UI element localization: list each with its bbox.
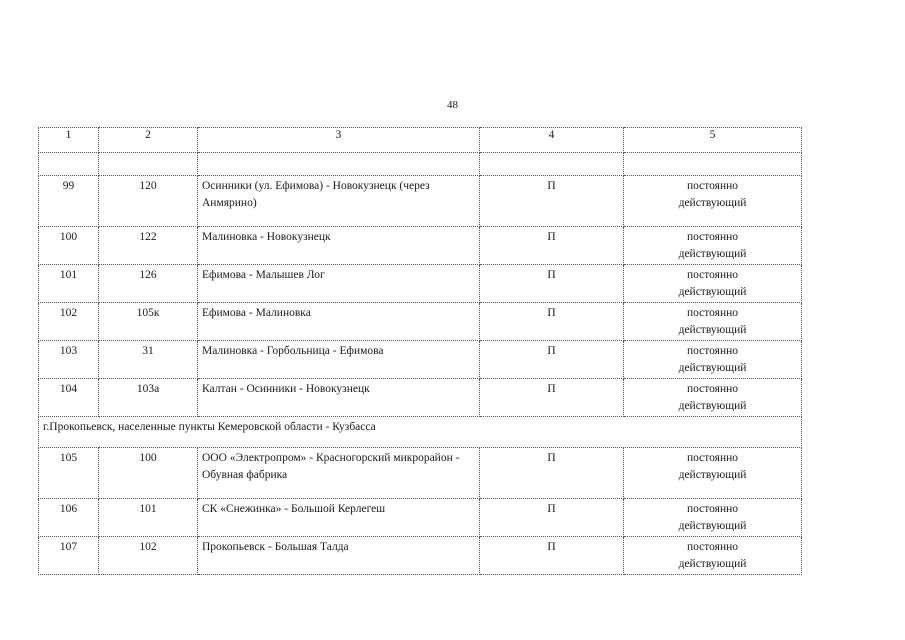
- route-number: 120: [99, 176, 198, 227]
- row-number: 101: [39, 265, 99, 303]
- column-number: 2: [99, 128, 198, 153]
- route-type: П: [480, 379, 624, 417]
- table-row: [39, 227, 802, 265]
- column-number: 5: [624, 128, 802, 153]
- route-type: П: [480, 448, 624, 499]
- route-type: П: [480, 341, 624, 379]
- table-row: [39, 265, 802, 303]
- status-line: действующий: [678, 558, 747, 570]
- route-name: Осинники (ул. Ефимова) - Новокузнецк (через Анмярино): [198, 176, 480, 227]
- status-line: постоянно: [686, 231, 739, 243]
- row-number: 105: [39, 448, 99, 499]
- table-row: [39, 499, 802, 537]
- row-number: 102: [39, 303, 99, 341]
- route-type: П: [480, 265, 624, 303]
- table-row: [39, 176, 802, 227]
- route-type: П: [480, 537, 624, 575]
- route-number: 122: [99, 227, 198, 265]
- route-status: [624, 341, 802, 379]
- route-status: [624, 176, 802, 227]
- status-line: действующий: [678, 324, 747, 336]
- route-number: 100: [99, 448, 198, 499]
- route-status: [624, 448, 802, 499]
- table-row: [39, 341, 802, 379]
- route-number: 105к: [99, 303, 198, 341]
- status-line: действующий: [678, 469, 747, 481]
- status-line: действующий: [678, 248, 747, 260]
- status-line: постоянно: [686, 345, 739, 357]
- status-line: постоянно: [686, 383, 739, 395]
- row-number: 100: [39, 227, 99, 265]
- route-name: Малиновка - Новокузнецк: [198, 227, 480, 265]
- route-status: [624, 379, 802, 417]
- status-line: постоянно: [686, 180, 739, 192]
- section-row: [39, 417, 802, 448]
- route-status: [624, 265, 802, 303]
- route-name: Калтан - Осинники - Новокузнецк: [198, 379, 480, 417]
- route-status: [624, 303, 802, 341]
- column-number: 3: [198, 128, 480, 153]
- route-status: [624, 537, 802, 575]
- table-row: [39, 537, 802, 575]
- status-line: постоянно: [686, 269, 739, 281]
- route-type: П: [480, 176, 624, 227]
- row-number: 103: [39, 341, 99, 379]
- route-number: 126: [99, 265, 198, 303]
- column-number: 1: [39, 128, 99, 153]
- status-line: постоянно: [686, 452, 739, 464]
- status-line: действующий: [678, 400, 747, 412]
- table-row: [39, 448, 802, 499]
- status-line: действующий: [678, 286, 747, 298]
- status-line: действующий: [678, 362, 747, 374]
- status-line: действующий: [678, 197, 747, 209]
- row-number: 99: [39, 176, 99, 227]
- route-type: П: [480, 303, 624, 341]
- routes-table: [38, 127, 802, 575]
- status-line: действующий: [678, 520, 747, 532]
- table-row: [39, 379, 802, 417]
- route-status: [624, 499, 802, 537]
- section-title: г.Прокопьевск, населенные пункты Кемеровской области - Кузбасса: [39, 417, 802, 448]
- route-status: [624, 227, 802, 265]
- page-number: 48: [447, 99, 458, 111]
- route-number: 102: [99, 537, 198, 575]
- route-name: Малиновка - Горбольница - Ефимова: [198, 341, 480, 379]
- route-number: 103а: [99, 379, 198, 417]
- route-name: Ефимова - Малиновка: [198, 303, 480, 341]
- row-number: 104: [39, 379, 99, 417]
- row-number: 106: [39, 499, 99, 537]
- status-line: постоянно: [686, 307, 739, 319]
- route-type: П: [480, 499, 624, 537]
- spacer-row: [39, 153, 802, 176]
- route-type: П: [480, 227, 624, 265]
- route-name: ООО «Электропром» - Красногорский микрорайон - Обувная фабрика: [198, 448, 480, 499]
- column-number-row: [39, 128, 802, 153]
- row-number: 107: [39, 537, 99, 575]
- status-line: постоянно: [686, 541, 739, 553]
- route-name: Ефимова - Малышев Лог: [198, 265, 480, 303]
- status-line: постоянно: [686, 503, 739, 515]
- route-number: 31: [99, 341, 198, 379]
- table-row: [39, 303, 802, 341]
- column-number: 4: [480, 128, 624, 153]
- route-number: 101: [99, 499, 198, 537]
- route-name: СК «Снежинка» - Большой Керлегеш: [198, 499, 480, 537]
- route-name: Прокопьевск - Большая Талда: [198, 537, 480, 575]
